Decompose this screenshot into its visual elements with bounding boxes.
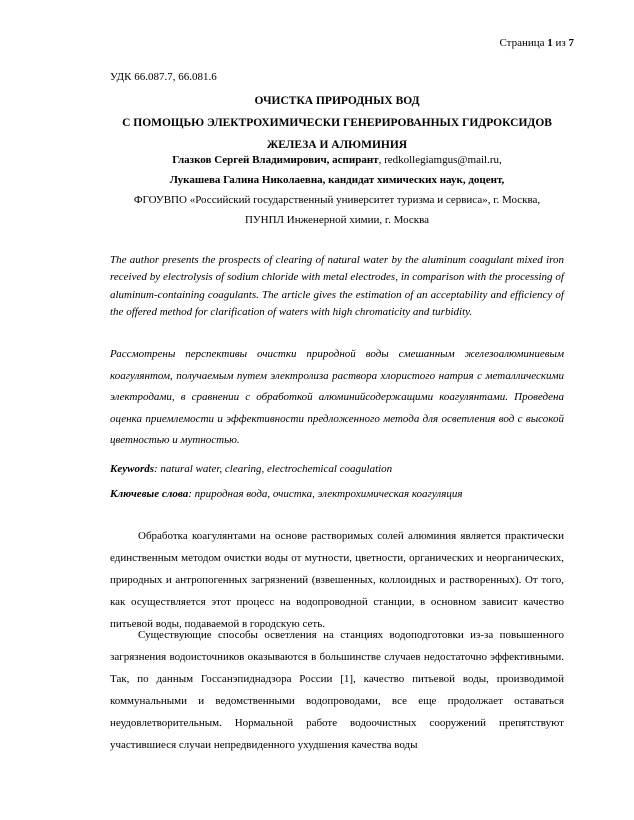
body-paragraph-1: Обработка коагулянтами на основе растворимых солей алюминия является практически единственным методом очистки воды от мутности, цветности, органических и неорганических, природных и антропогенных загрязнений (взвешенных, коллоидных и растворенных). От того, как осуществляется этот процесс на водопроводной станции, в основном зависит качество питьевой воды, подаваемой в городскую сеть.: [110, 530, 564, 630]
author-line-1: [100, 150, 574, 170]
abstract-english: The author presents the prospects of clearing of natural water by the aluminum coagulant mixed iron received by electrolysis of sodium chloride with metal electrodes, in comparison with the processing of aluminum-containing coagulants. The article gives the estimation of an acceptability and efficiency of the offered method for clarification of waters with high chromaticity and turbidity.: [110, 254, 564, 318]
page-label: Страница: [499, 37, 545, 49]
page-number: [499, 36, 574, 50]
author-block: [100, 150, 574, 230]
author-2-name: Лукашева Галина Николаевна, кандидат химических наук, доцент,: [169, 174, 505, 186]
author-line-2: [100, 170, 574, 190]
page-current: 1: [547, 37, 553, 49]
body-paragraph-2: Существующие способы осветления на станциях водоподготовки из-за повышенного загрязнения водоисточников оказываются в большинстве случаев недостаточно эффективными. Так, по данным Госсанэпиднадзора России [1], качество питьевой воды, производимой коммунальными и ведомственными водопроводами, все еще продолжает оставаться неудовлетворительным. Нормальной работе водоочистных сооружений препятствуют участившиеся случаи непредвиденного ухудшения качества воды: [110, 629, 564, 751]
title-line: ЖЕЛЕЗА И АЛЮМИНИЯ: [266, 139, 408, 151]
keywords-en-label: Keywords: [110, 463, 154, 475]
abstract-russian: Рассмотрены перспективы очистки природной воды смешанным железоалюминиевым коагулянтом, получаемым путем электролиза раствора хлористого натрия с металлическими электродами, в сравнении с обработкой алюминийсодержащими коагулянтами. Проведена оценка приемлемости и эффективности предложенного метода для осветления вод с высокой цветностью и мутностью.: [110, 348, 564, 447]
title-line: С ПОМОЩЬЮ ЭЛЕКТРОХИМИЧЕСКИ ГЕНЕРИРОВАННЫХ ГИДРОКСИДОВ: [122, 117, 552, 129]
affiliation-2: ПУНПЛ Инженерной химии, г. Москва: [244, 214, 430, 226]
author-1-name: Глазков Сергей Владимирович, аспирант: [172, 154, 379, 166]
affiliation-1: ФГОУВПО «Российский государственный университет туризма и сервиса», г. Москва,: [133, 194, 541, 206]
author-1-email: , redkollegiamgus@mail.ru,: [378, 154, 502, 166]
keywords-ru-values: : природная вода, очистка, электрохимическая коагуляция: [188, 488, 463, 500]
page-total: 7: [568, 37, 574, 49]
page-of: из: [555, 37, 566, 49]
keywords-ru-label: Ключевые слова: [110, 488, 189, 500]
title-line: ОЧИСТКА ПРИРОДНЫХ ВОД: [254, 95, 420, 107]
keywords-en-values: : natural water, clearing, electrochemical coagulation: [154, 463, 393, 475]
keywords-english: [110, 462, 392, 476]
keywords-russian: [110, 487, 462, 501]
udk-code: УДК 66.087.7, 66.081.6: [110, 71, 217, 83]
paper-title: [110, 90, 564, 156]
